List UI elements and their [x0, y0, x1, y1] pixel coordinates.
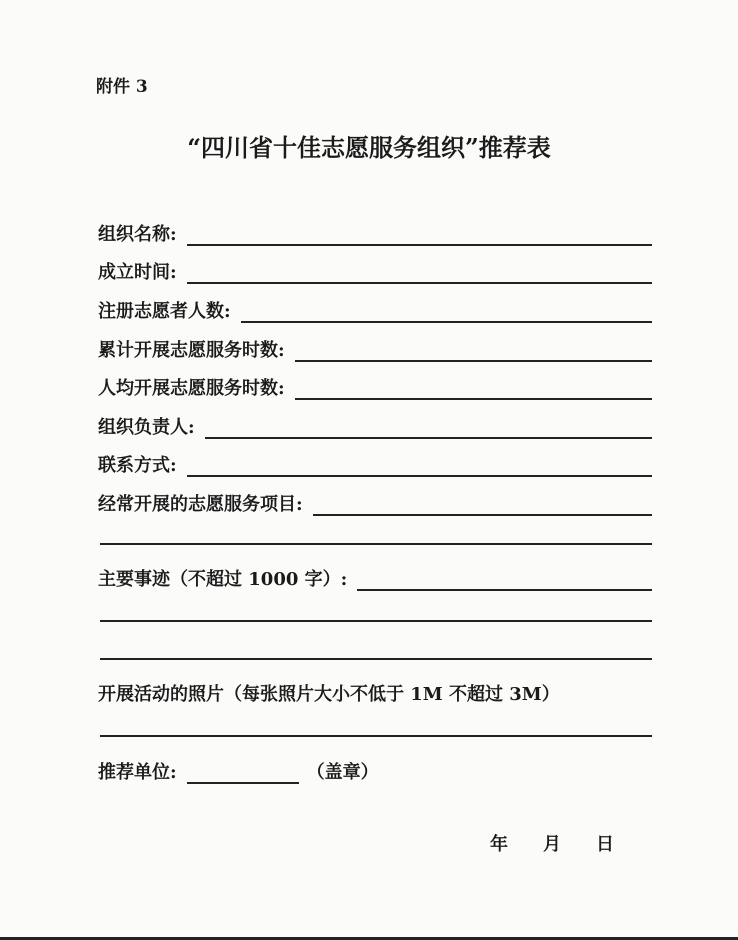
field-registered-volunteers	[98, 297, 652, 323]
projects-extra-line[interactable]	[100, 543, 652, 545]
field-cumulative-hours	[98, 336, 652, 362]
field-main-deeds	[98, 565, 652, 591]
leader-label: 组织负责人:	[98, 417, 195, 438]
avg-hours-label: 人均开展志愿服务时数:	[98, 378, 285, 399]
cumulative-hours-input-line[interactable]	[295, 342, 652, 362]
registered-volunteers-label: 注册志愿者人数:	[98, 301, 231, 322]
contact-label: 联系方式:	[98, 455, 177, 476]
field-org-name	[98, 220, 652, 246]
registered-volunteers-input-line[interactable]	[241, 303, 652, 323]
field-photos	[98, 680, 652, 706]
field-established	[98, 258, 652, 284]
date-year: 年	[490, 834, 508, 855]
main-deeds-extra-line-1[interactable]	[100, 620, 652, 622]
recommending-unit-label: 推荐单位:	[98, 762, 177, 783]
field-leader	[98, 413, 652, 439]
field-contact	[98, 451, 652, 477]
leader-input-line[interactable]	[205, 419, 652, 439]
date-month: 月	[543, 834, 561, 855]
date-day: 日	[596, 834, 614, 855]
org-name-label: 组织名称:	[98, 224, 177, 245]
avg-hours-input-line[interactable]	[295, 380, 652, 400]
main-deeds-label: 主要事迹（不超过 1000 字）:	[98, 569, 348, 590]
established-input-line[interactable]	[187, 264, 652, 284]
attachment-label: 附件 3	[96, 77, 148, 97]
main-deeds-extra-line-2[interactable]	[100, 658, 652, 660]
field-projects	[98, 490, 652, 516]
org-name-input-line[interactable]	[187, 226, 652, 246]
field-recommending-unit	[98, 758, 379, 784]
form-title: “四川省十佳志愿服务组织”推荐表	[187, 133, 551, 162]
contact-input-line[interactable]	[187, 457, 652, 477]
projects-input-line[interactable]	[313, 496, 652, 516]
projects-label: 经常开展的志愿服务项目:	[98, 494, 303, 515]
seal-label: （盖章）	[306, 762, 379, 783]
recommending-unit-input-line[interactable]	[187, 764, 299, 784]
established-label: 成立时间:	[98, 262, 177, 283]
cumulative-hours-label: 累计开展志愿服务时数:	[98, 340, 285, 361]
main-deeds-input-line[interactable]	[357, 571, 652, 591]
photos-line[interactable]	[100, 735, 652, 737]
photos-label: 开展活动的照片（每张照片大小不低于 1M 不超过 3M）	[98, 684, 560, 705]
field-avg-hours	[98, 374, 652, 400]
